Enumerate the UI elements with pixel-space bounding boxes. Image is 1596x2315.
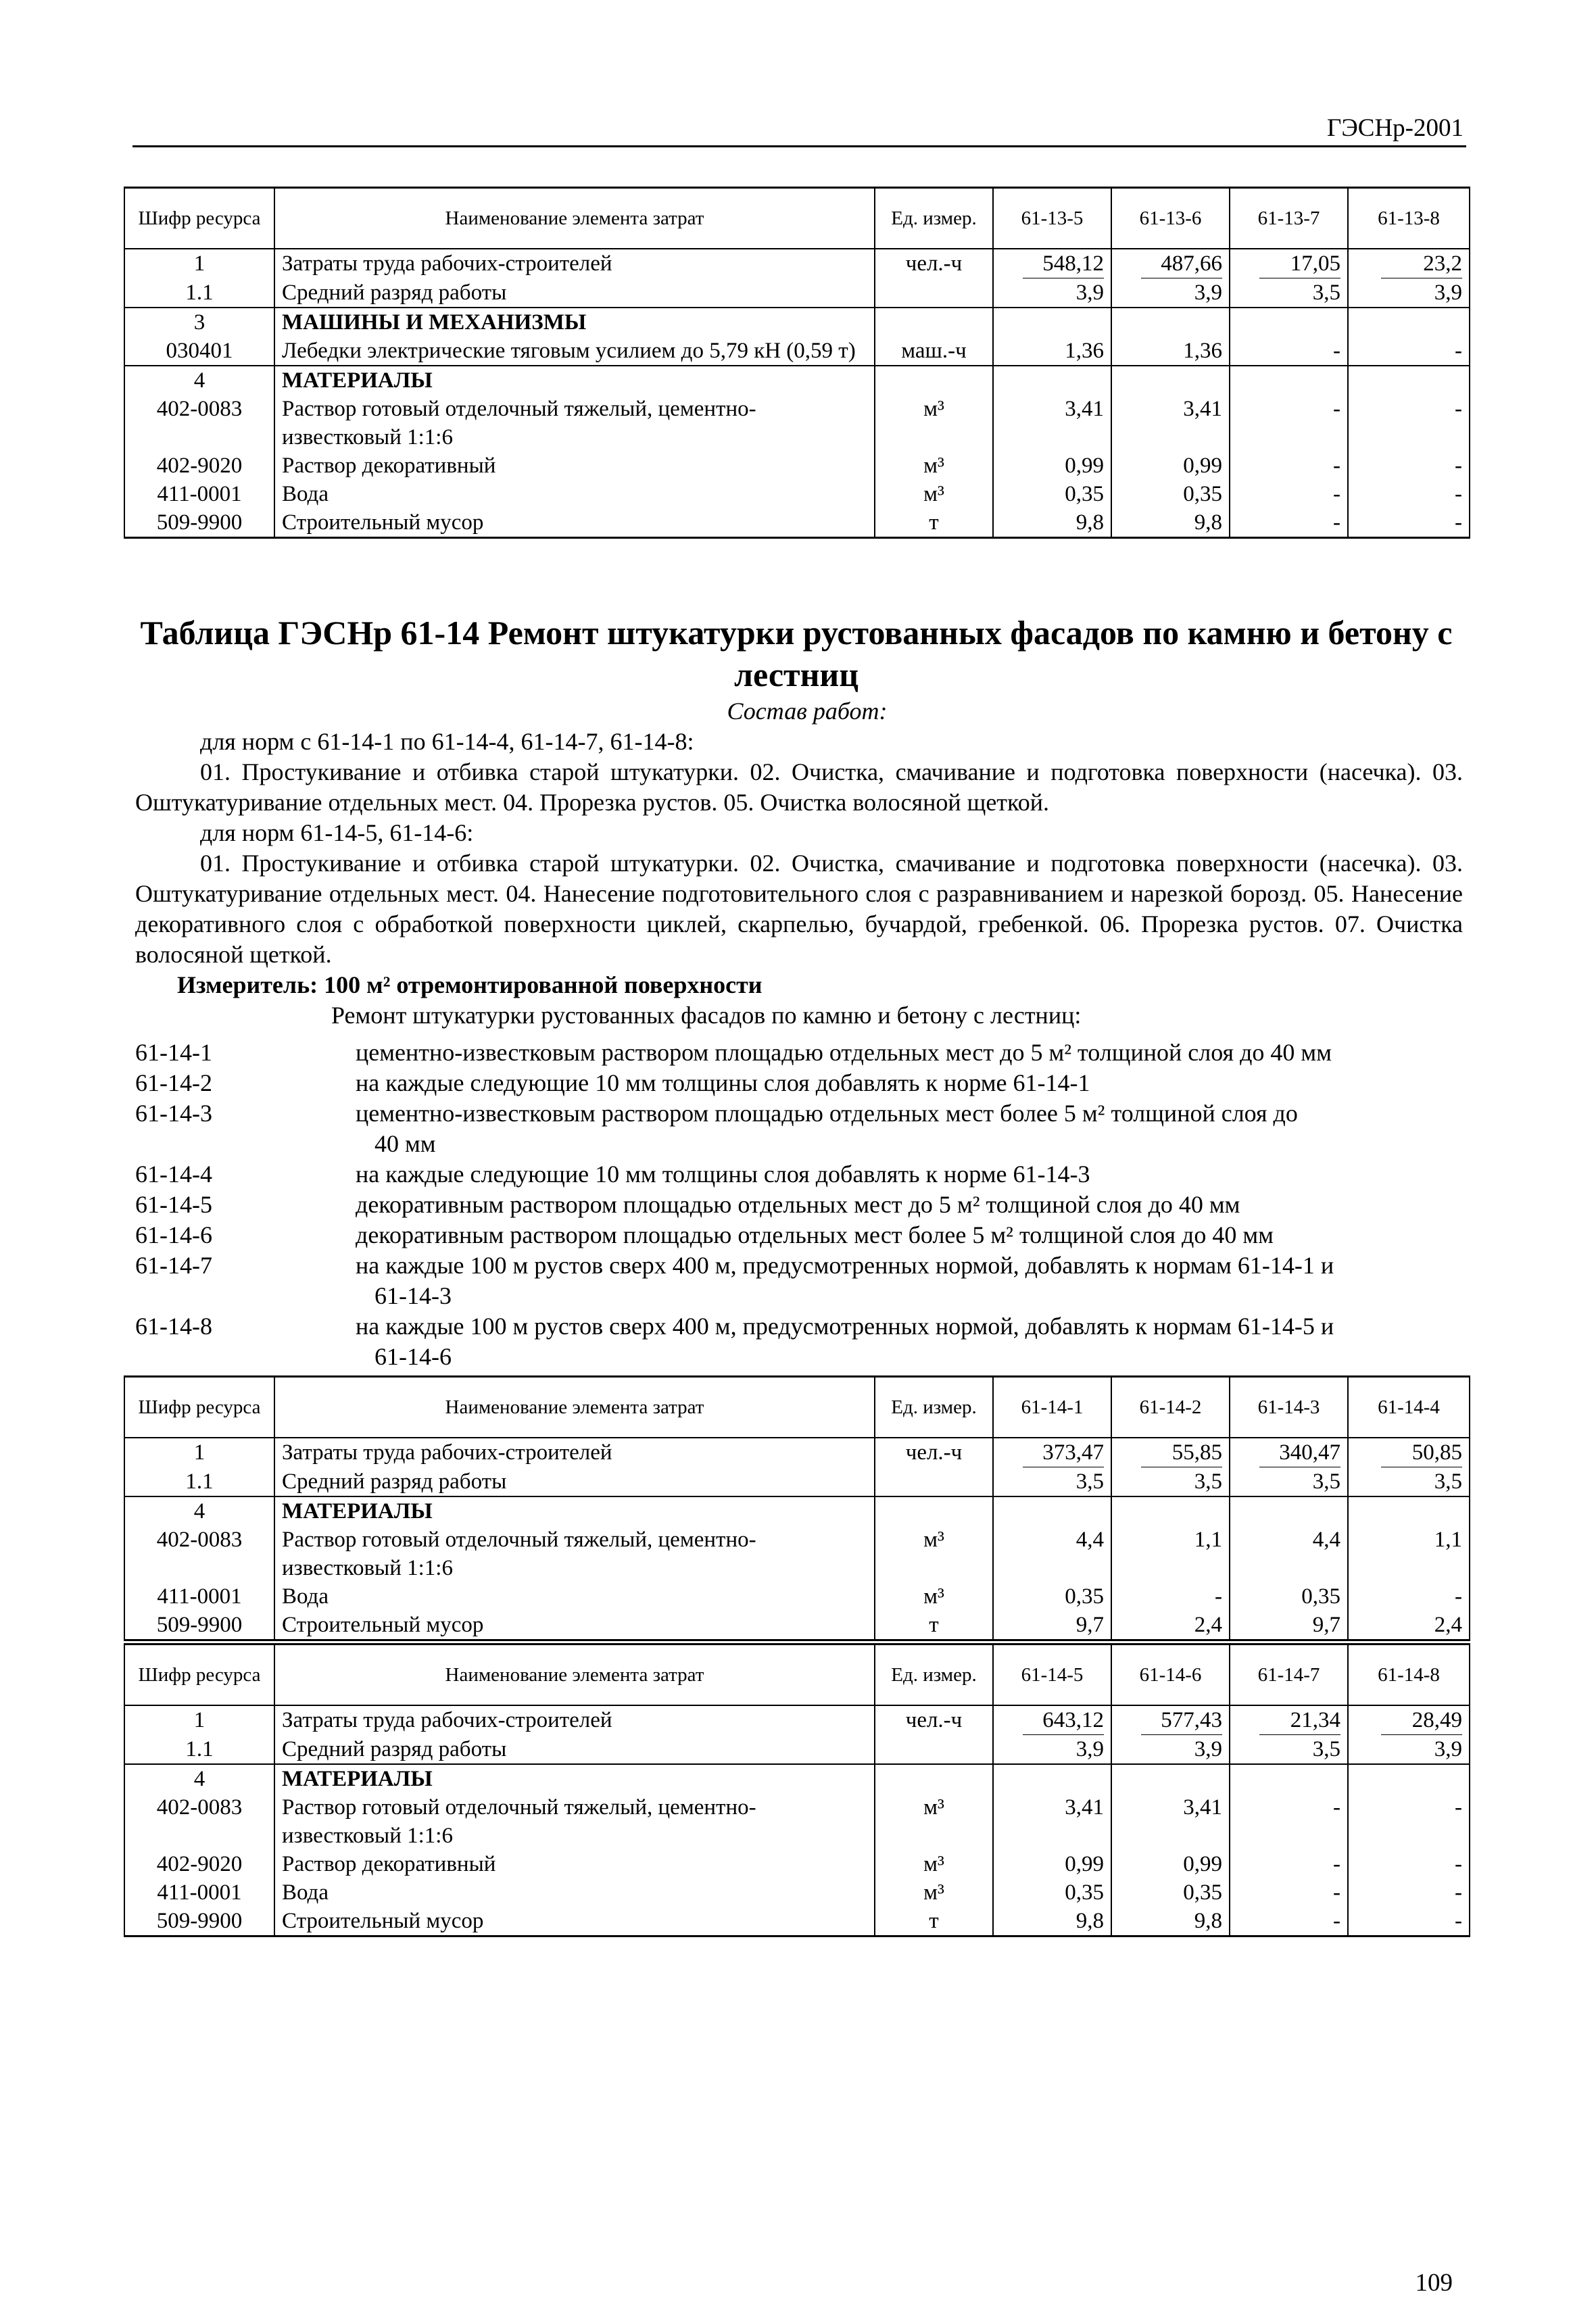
cell-value: [1111, 366, 1230, 395]
cell-value: -: [1348, 1850, 1470, 1878]
cell-unit: т: [875, 1907, 993, 1936]
cell-value: [993, 249, 1111, 278]
cell-unit: [875, 366, 993, 395]
cell-name: Затраты труда рабочих-строителей: [274, 249, 875, 278]
cell-name: Средний разряд работы: [274, 1735, 875, 1764]
resource-table-61-14-a: [124, 1375, 1470, 1641]
cell-name: Вода: [274, 1582, 875, 1611]
header-norm-column: 61-14-6: [1111, 1644, 1230, 1706]
header-norm-column: 61-14-8: [1348, 1644, 1470, 1706]
cell-value: [993, 366, 1111, 395]
cell-value: [993, 1438, 1111, 1467]
cell-value: 2,4: [1348, 1611, 1470, 1640]
cell-name: Затраты труда рабочих-строителей: [274, 1705, 875, 1735]
table-row: [124, 337, 1470, 366]
cell-unit: т: [875, 508, 993, 538]
cell-value: [1348, 308, 1470, 337]
cell-name: МАШИНЫ И МЕХАНИЗМЫ: [274, 308, 875, 337]
cell-value: 0,35: [993, 480, 1111, 508]
cell-code: 509-9900: [124, 508, 274, 538]
norm-text: на каждые 100 м рустов сверх 400 м, предусмотренных нормой, добавлять к нормам 61-14-5 и: [356, 1313, 1334, 1340]
norm-text: декоративным раствором площадью отдельных мест более 5 м² толщиной слоя до 40 мм: [356, 1221, 1274, 1248]
cell-value: -: [1230, 1878, 1348, 1907]
work-group-2-text: 01. Простукивание и отбивка старой штукатурки. 02. Очистка, смачивание и подготовка поверхности (насечка). 03. Оштукатуривание отдельных мест. 04. Нанесение подготовительного слоя с разравниванием и нарезкой борозд. 05. Нанесение декоративного слоя с обработкой поверхности циклей, скарпелью, бучардой, гребенкой. 06. Прорезка рустов. 07. Очистка волосяной щеткой.: [135, 850, 1463, 968]
cell-value: 3,9: [1348, 278, 1470, 308]
cell-name: МАТЕРИАЛЫ: [274, 1764, 875, 1793]
cell-value: 3,9: [993, 278, 1111, 308]
cell-code: 030401: [124, 337, 274, 366]
cell-value: 1,1: [1348, 1526, 1470, 1582]
cell-value: 4,4: [993, 1526, 1111, 1582]
cell-name: Строительный мусор: [274, 1907, 875, 1936]
table-row: [124, 366, 1470, 395]
table-row: [124, 1438, 1470, 1467]
cell-value: [1230, 366, 1348, 395]
cell-value: -: [1230, 395, 1348, 452]
work-group-1-text: 01. Простукивание и отбивка старой штукатурки. 02. Очистка, смачивание и подготовка поверхности (насечка). 03. Оштукатуривание отдельных мест. 04. Прорезка рустов. 05. Очистка волосяной щеткой.: [135, 758, 1463, 816]
measure-unit: Измеритель: 100 м² отремонтированной поверхности: [177, 971, 763, 998]
cell-value-text: 643,12: [1023, 1706, 1104, 1735]
cell-value: [1111, 308, 1230, 337]
cell-value-text: 487,66: [1141, 249, 1222, 278]
cell-unit: чел.-ч: [875, 249, 993, 278]
table-row: [124, 1764, 1470, 1793]
cell-value-text: 340,47: [1259, 1438, 1340, 1467]
cell-value: [1348, 366, 1470, 395]
cell-code: 509-9900: [124, 1611, 274, 1640]
cell-name: Средний разряд работы: [274, 278, 875, 308]
table-row: [124, 308, 1470, 337]
header-norm-column: 61-13-6: [1111, 188, 1230, 249]
norm-code: 61-14-5: [135, 1191, 212, 1218]
cell-value: [1230, 249, 1348, 278]
cell-code: 411-0001: [124, 1878, 274, 1907]
norm-text: на каждые следующие 10 мм толщины слоя добавлять к норме 61-14-3: [356, 1161, 1090, 1188]
section-title: Таблица ГЭСНр 61-14 Ремонт штукатурки рустованных фасадов по камню и бетону с лестниц: [140, 614, 1453, 693]
norm-item: [135, 1159, 1474, 1190]
cell-value-text: 577,43: [1141, 1706, 1222, 1735]
cell-value: 1,36: [993, 337, 1111, 366]
norm-text: на каждые следующие 10 мм толщины слоя добавлять к норме 61-14-1: [356, 1069, 1090, 1096]
norm-item: [135, 1311, 1474, 1372]
norm-description: [356, 1098, 1474, 1159]
cell-value: -: [1348, 395, 1470, 452]
norm-code: 61-14-4: [135, 1161, 212, 1188]
cell-value: -: [1348, 1582, 1470, 1611]
cell-value: -: [1230, 480, 1348, 508]
cell-value: [993, 308, 1111, 337]
header-norm-column: 61-14-5: [993, 1644, 1111, 1706]
cell-name: Раствор готовый отделочный тяжелый, цементно-известковый 1:1:6: [274, 395, 875, 452]
cell-value: -: [1230, 452, 1348, 480]
cell-code: 1.1: [124, 1735, 274, 1764]
norm-code: 61-14-6: [135, 1221, 212, 1248]
table-row: [124, 1705, 1470, 1735]
norm-code: 61-14-3: [135, 1100, 212, 1127]
cell-value: 3,41: [1111, 395, 1230, 452]
table-row: [124, 1611, 1470, 1640]
cell-value: [993, 1764, 1111, 1793]
cell-name: Вода: [274, 480, 875, 508]
cell-name: Строительный мусор: [274, 1611, 875, 1640]
cell-value: 3,5: [1230, 278, 1348, 308]
cell-unit: м³: [875, 395, 993, 452]
norm-item: [135, 1250, 1474, 1311]
table-row: [124, 278, 1470, 308]
norm-description: [356, 1220, 1474, 1250]
cell-value: 9,7: [993, 1611, 1111, 1640]
cell-value: 9,8: [993, 1907, 1111, 1936]
document-code: ГЭСНр-2001: [1326, 114, 1464, 142]
cell-value: 0,99: [1111, 452, 1230, 480]
cell-value: [1111, 1764, 1230, 1793]
norm-text-continued: 61-14-6: [374, 1343, 452, 1370]
cell-value: 3,41: [1111, 1793, 1230, 1850]
norm-item: [135, 1220, 1474, 1250]
cell-unit: [875, 308, 993, 337]
cell-value: 0,35: [1111, 1878, 1230, 1907]
cell-value: -: [1348, 480, 1470, 508]
cell-value: 1,1: [1111, 1526, 1230, 1582]
cell-value: 3,5: [1348, 1467, 1470, 1496]
cell-value: 3,5: [993, 1467, 1111, 1496]
table-header-row: [124, 188, 1470, 249]
cell-value: 0,99: [1111, 1850, 1230, 1878]
header-norm-column: 61-13-8: [1348, 188, 1470, 249]
norm-item: [135, 1038, 1474, 1068]
norm-code: 61-14-7: [135, 1252, 212, 1279]
norm-item: [135, 1190, 1474, 1220]
cell-unit: чел.-ч: [875, 1705, 993, 1735]
cell-value: [1348, 249, 1470, 278]
cell-unit: чел.-ч: [875, 1438, 993, 1467]
cell-name: Вода: [274, 1878, 875, 1907]
resource-table-61-14-b: [124, 1643, 1470, 1937]
cell-value: -: [1230, 1850, 1348, 1878]
table-row: [124, 452, 1470, 480]
cell-value: 3,5: [1230, 1467, 1348, 1496]
cell-value: 3,9: [1111, 278, 1230, 308]
cell-value: 3,5: [1230, 1735, 1348, 1764]
page-number: 109: [1415, 2269, 1453, 2297]
cell-value: [1230, 1496, 1348, 1526]
cell-value: [993, 1496, 1111, 1526]
cell-code: 3: [124, 308, 274, 337]
resource-table-61-13: [124, 187, 1470, 539]
norm-code: 61-14-1: [135, 1039, 212, 1066]
header-norm-column: 61-13-7: [1230, 188, 1348, 249]
norm-text: цементно-известковым раствором площадью отдельных мест до 5 м² толщиной слоя до 40 мм: [356, 1039, 1332, 1066]
cell-value: 0,35: [993, 1878, 1111, 1907]
header-unit: Ед. измер.: [875, 1644, 993, 1706]
cell-value: 9,8: [1111, 1907, 1230, 1936]
cell-value: [1348, 1438, 1470, 1467]
table-header-row: [124, 1644, 1470, 1706]
norm-description: [356, 1068, 1474, 1098]
cell-code: 411-0001: [124, 1582, 274, 1611]
table-row: [124, 1793, 1470, 1850]
cell-value: 2,4: [1111, 1611, 1230, 1640]
table-row: [124, 1526, 1470, 1582]
cell-code: 1.1: [124, 1467, 274, 1496]
norm-description: [356, 1038, 1474, 1068]
cell-value: [1111, 1438, 1230, 1467]
cell-name: Затраты труда рабочих-строителей: [274, 1438, 875, 1467]
cell-value-text: 50,85: [1381, 1438, 1462, 1467]
header-norm-column: 61-14-7: [1230, 1644, 1348, 1706]
norm-text: на каждые 100 м рустов сверх 400 м, предусмотренных нормой, добавлять к нормам 61-14-1 и: [356, 1252, 1334, 1279]
cell-name: МАТЕРИАЛЫ: [274, 1496, 875, 1526]
table-header-row: [124, 1377, 1470, 1438]
header-unit: Ед. измер.: [875, 1377, 993, 1438]
cell-value: -: [1348, 452, 1470, 480]
header-rule: [132, 145, 1466, 147]
header-code: Шифр ресурса: [124, 1644, 274, 1706]
cell-value: -: [1230, 508, 1348, 538]
cell-value: [1348, 1496, 1470, 1526]
cell-value: [1230, 1764, 1348, 1793]
norm-code: 61-14-8: [135, 1313, 212, 1340]
cell-value-text: 55,85: [1141, 1438, 1222, 1467]
cell-unit: м³: [875, 1878, 993, 1907]
cell-value: 0,35: [1111, 480, 1230, 508]
norm-code: 61-14-2: [135, 1069, 212, 1096]
header-norm-column: 61-14-3: [1230, 1377, 1348, 1438]
cell-code: 509-9900: [124, 1907, 274, 1936]
cell-unit: м³: [875, 1793, 993, 1850]
cell-value-text: 17,05: [1259, 249, 1340, 278]
cell-value: [1230, 308, 1348, 337]
cell-value: 0,99: [993, 1850, 1111, 1878]
cell-unit: м³: [875, 452, 993, 480]
cell-value: 9,8: [1111, 508, 1230, 538]
table-row: [124, 1907, 1470, 1936]
cell-value: -: [1111, 1582, 1230, 1611]
cell-value: -: [1348, 508, 1470, 538]
header-norm-column: 61-14-4: [1348, 1377, 1470, 1438]
cell-value: 0,35: [1230, 1582, 1348, 1611]
cell-code: 4: [124, 1496, 274, 1526]
cell-value: -: [1348, 1793, 1470, 1850]
cell-name: Раствор декоративный: [274, 1850, 875, 1878]
cell-value: 4,4: [1230, 1526, 1348, 1582]
cell-unit: м³: [875, 1526, 993, 1582]
cell-value: -: [1230, 337, 1348, 366]
header-code: Шифр ресурса: [124, 1377, 274, 1438]
cell-value: [1111, 1705, 1230, 1735]
cell-value: 3,9: [1348, 1735, 1470, 1764]
norm-description: [356, 1159, 1474, 1190]
cell-name: Строительный мусор: [274, 508, 875, 538]
cell-value: [993, 1705, 1111, 1735]
table-row: [124, 480, 1470, 508]
cell-value: -: [1230, 1907, 1348, 1936]
norm-description: [356, 1190, 1474, 1220]
norm-description: [356, 1311, 1474, 1372]
cell-value: [1348, 1705, 1470, 1735]
table-row: [124, 1467, 1470, 1496]
cell-value: 3,9: [1111, 1735, 1230, 1764]
cell-code: 402-0083: [124, 1793, 274, 1850]
cell-code: 1: [124, 1705, 274, 1735]
cell-name: Лебедки электрические тяговым усилием до 5,79 кН (0,59 т): [274, 337, 875, 366]
table-row: [124, 1878, 1470, 1907]
cell-value-text: 28,49: [1381, 1706, 1462, 1735]
cell-name: Средний разряд работы: [274, 1467, 875, 1496]
cell-unit: м³: [875, 1582, 993, 1611]
work-group-1-label: для норм с 61-14-1 по 61-14-4, 61-14-7, 61-14-8:: [200, 728, 694, 755]
cell-code: 402-0083: [124, 1526, 274, 1582]
cell-value: 0,99: [993, 452, 1111, 480]
cell-code: 1.1: [124, 278, 274, 308]
cell-name: Раствор готовый отделочный тяжелый, цементно-известковый 1:1:6: [274, 1526, 875, 1582]
table-row: [124, 395, 1470, 452]
cell-code: 4: [124, 366, 274, 395]
cell-name: Раствор готовый отделочный тяжелый, цементно-известковый 1:1:6: [274, 1793, 875, 1850]
table-row: [124, 1735, 1470, 1764]
header-name: Наименование элемента затрат: [274, 1377, 875, 1438]
cell-unit: [875, 278, 993, 308]
header-norm-column: 61-13-5: [993, 188, 1111, 249]
header-code: Шифр ресурса: [124, 188, 274, 249]
cell-unit: [875, 1496, 993, 1526]
cell-value: 9,7: [1230, 1611, 1348, 1640]
cell-code: 402-0083: [124, 395, 274, 452]
cell-name: Раствор декоративный: [274, 452, 875, 480]
cell-value: [1230, 1438, 1348, 1467]
cell-code: 402-9020: [124, 452, 274, 480]
cell-value: 1,36: [1111, 337, 1230, 366]
cell-value: 3,5: [1111, 1467, 1230, 1496]
cell-value: -: [1348, 337, 1470, 366]
norm-item: [135, 1098, 1474, 1159]
header-norm-column: 61-14-2: [1111, 1377, 1230, 1438]
cell-value: -: [1230, 1793, 1348, 1850]
cell-unit: [875, 1735, 993, 1764]
cell-value: 3,9: [993, 1735, 1111, 1764]
cell-value: 3,41: [993, 395, 1111, 452]
norm-text: декоративным раствором площадью отдельных мест до 5 м² толщиной слоя до 40 мм: [356, 1191, 1240, 1218]
cell-code: 1: [124, 1438, 274, 1467]
cell-value: [1111, 249, 1230, 278]
cell-code: 4: [124, 1764, 274, 1793]
cell-value: 9,8: [993, 508, 1111, 538]
cell-unit: маш.-ч: [875, 337, 993, 366]
cell-unit: [875, 1764, 993, 1793]
cell-unit: м³: [875, 480, 993, 508]
cell-unit: т: [875, 1611, 993, 1640]
cell-value-text: 23,2: [1381, 249, 1462, 278]
cell-value-text: 548,12: [1023, 249, 1104, 278]
cell-value: -: [1348, 1878, 1470, 1907]
header-unit: Ед. измер.: [875, 188, 993, 249]
cell-unit: м³: [875, 1850, 993, 1878]
table-row: [124, 508, 1470, 538]
cell-value-text: 373,47: [1023, 1438, 1104, 1467]
norm-text-continued: 61-14-3: [374, 1282, 452, 1309]
cell-value: 0,35: [993, 1582, 1111, 1611]
header-norm-column: 61-14-1: [993, 1377, 1111, 1438]
composition-label: Состав работ:: [727, 698, 888, 725]
table-row: [124, 1850, 1470, 1878]
cell-value: -: [1348, 1907, 1470, 1936]
table-row: [124, 1582, 1470, 1611]
norms-list: [135, 1038, 1474, 1372]
cell-unit: [875, 1467, 993, 1496]
table-row: [124, 249, 1470, 278]
norm-description: [356, 1250, 1474, 1311]
cell-value: [1230, 1705, 1348, 1735]
cell-code: 402-9020: [124, 1850, 274, 1878]
norm-item: [135, 1068, 1474, 1098]
cell-name: МАТЕРИАЛЫ: [274, 366, 875, 395]
norms-heading: Ремонт штукатурки рустованных фасадов по камню и бетону с лестниц:: [331, 1002, 1082, 1029]
work-group-2-label: для норм 61-14-5, 61-14-6:: [200, 819, 474, 846]
norm-text: цементно-известковым раствором площадью отдельных мест более 5 м² толщиной слоя до: [356, 1100, 1298, 1127]
cell-code: 411-0001: [124, 480, 274, 508]
cell-value: [1348, 1764, 1470, 1793]
cell-value-text: 21,34: [1259, 1706, 1340, 1735]
table-row: [124, 1496, 1470, 1526]
cell-code: 1: [124, 249, 274, 278]
cell-value: [1111, 1496, 1230, 1526]
norm-text-continued: 40 мм: [374, 1130, 436, 1157]
cell-value: 3,41: [993, 1793, 1111, 1850]
header-name: Наименование элемента затрат: [274, 1644, 875, 1706]
header-name: Наименование элемента затрат: [274, 188, 875, 249]
